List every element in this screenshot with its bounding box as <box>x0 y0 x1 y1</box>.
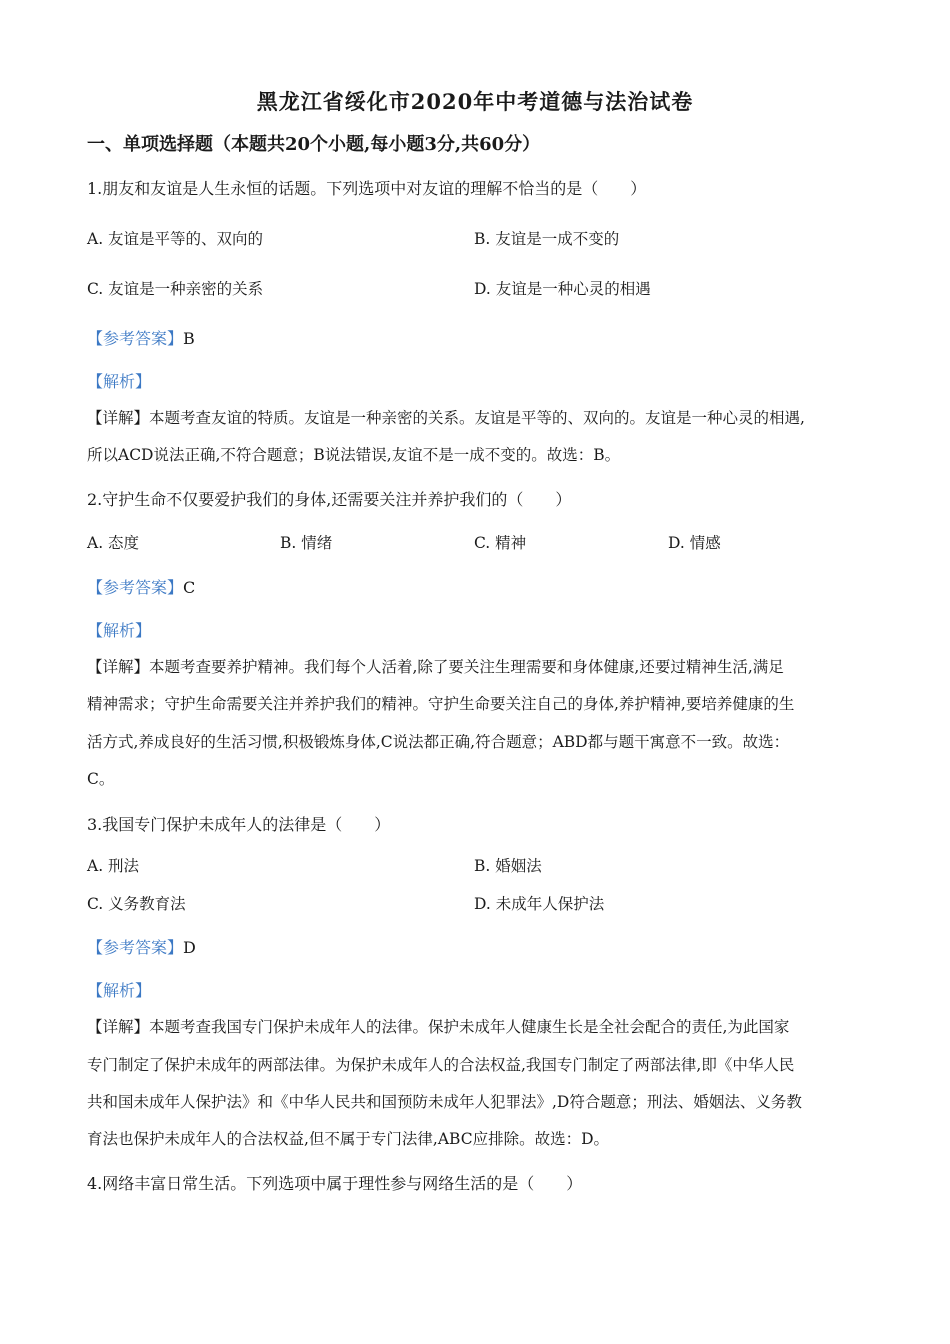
answer-label: 【参考答案】 <box>87 938 184 957</box>
question-1-answer <box>87 326 195 349</box>
question-1-option-d: D. 友谊是一种心灵的相遇 <box>474 280 651 298</box>
question-1-detail-line-2: 所以ACD说法正确,不符合题意；B说法错误,友谊不是一成不变的。故选：B。 <box>87 446 621 464</box>
question-2-detail-line-2: 精神需求；守护生命需要关注并养护我们的精神。守护生命要关注自己的身体,养护精神,要培养健康的生 <box>87 695 795 713</box>
answer-value: D <box>183 938 196 957</box>
question-1-detail-line-1: 【详解】本题考查友谊的特质。友谊是一种亲密的关系。友谊是平等的、双向的。友谊是一种心灵的相遇, <box>87 409 805 427</box>
question-2-stem: 2.守护生命不仅要爱护我们的身体,还需要关注并养护我们的（ ） <box>87 490 572 509</box>
question-3-option-d: D. 未成年人保护法 <box>474 895 605 913</box>
question-1-option-a: A. 友谊是平等的、双向的 <box>87 230 264 248</box>
section-heading: 一、单项选择题（本题共20个小题,每小题3分,共60分） <box>87 134 541 155</box>
answer-value: B <box>183 329 195 348</box>
question-3-option-a: A. 刑法 <box>87 857 140 875</box>
question-3-answer <box>87 935 196 958</box>
question-3-stem: 3.我国专门保护未成年人的法律是（ ） <box>87 815 391 834</box>
question-1-analysis-label: 【解析】 <box>87 372 152 391</box>
question-3-option-b: B. 婚姻法 <box>474 857 542 875</box>
question-3-analysis-label: 【解析】 <box>87 981 152 1000</box>
question-2-option-c: C. 精神 <box>474 534 527 552</box>
question-1-option-b: B. 友谊是一成不变的 <box>474 230 620 248</box>
question-3-detail-line-2: 专门制定了保护未成年的两部法律。为保护未成年人的合法权益,我国专门制定了两部法律,即《中华人民 <box>87 1056 795 1074</box>
question-2-answer <box>87 575 195 598</box>
page-title: 黑龙江省绥化市2020年中考道德与法治试卷 <box>256 89 694 114</box>
question-2-option-d: D. 情感 <box>668 534 721 552</box>
question-3-detail-line-1: 【详解】本题考查我国专门保护未成年人的法律。保护未成年人健康生长是全社会配合的责任,为此国家 <box>87 1018 790 1036</box>
question-3-detail-line-4: 育法也保护未成年人的合法权益,但不属于专门法律,ABC应排除。故选：D。 <box>87 1130 610 1148</box>
question-2-detail-line-1: 【详解】本题考查要养护精神。我们每个人活着,除了要关注生理需要和身体健康,还要过精神生活,满足 <box>87 658 784 676</box>
question-4-stem: 4.网络丰富日常生活。下列选项中属于理性参与网络生活的是（ ） <box>87 1174 583 1193</box>
answer-label: 【参考答案】 <box>87 578 184 597</box>
question-2-option-b: B. 情绪 <box>280 534 333 552</box>
question-2-analysis-label: 【解析】 <box>87 621 152 640</box>
question-3-detail-line-3: 共和国未成年人保护法》和《中华人民共和国预防未成年人犯罪法》,D符合题意；刑法、婚姻法、义务教 <box>87 1093 802 1111</box>
answer-value: C <box>183 578 196 597</box>
question-2-detail-line-4: C。 <box>87 770 115 788</box>
question-2-option-a: A. 态度 <box>87 534 140 552</box>
answer-label: 【参考答案】 <box>87 329 184 348</box>
question-1-stem: 1.朋友和友谊是人生永恒的话题。下列选项中对友谊的理解不恰当的是（ ） <box>87 179 647 198</box>
question-1-option-c: C. 友谊是一种亲密的关系 <box>87 280 264 298</box>
question-3-option-c: C. 义务教育法 <box>87 895 186 913</box>
question-2-detail-line-3: 活方式,养成良好的生活习惯,积极锻炼身体,C说法都正确,符合题意；ABD都与题干寓意不一致。故选： <box>87 733 790 751</box>
